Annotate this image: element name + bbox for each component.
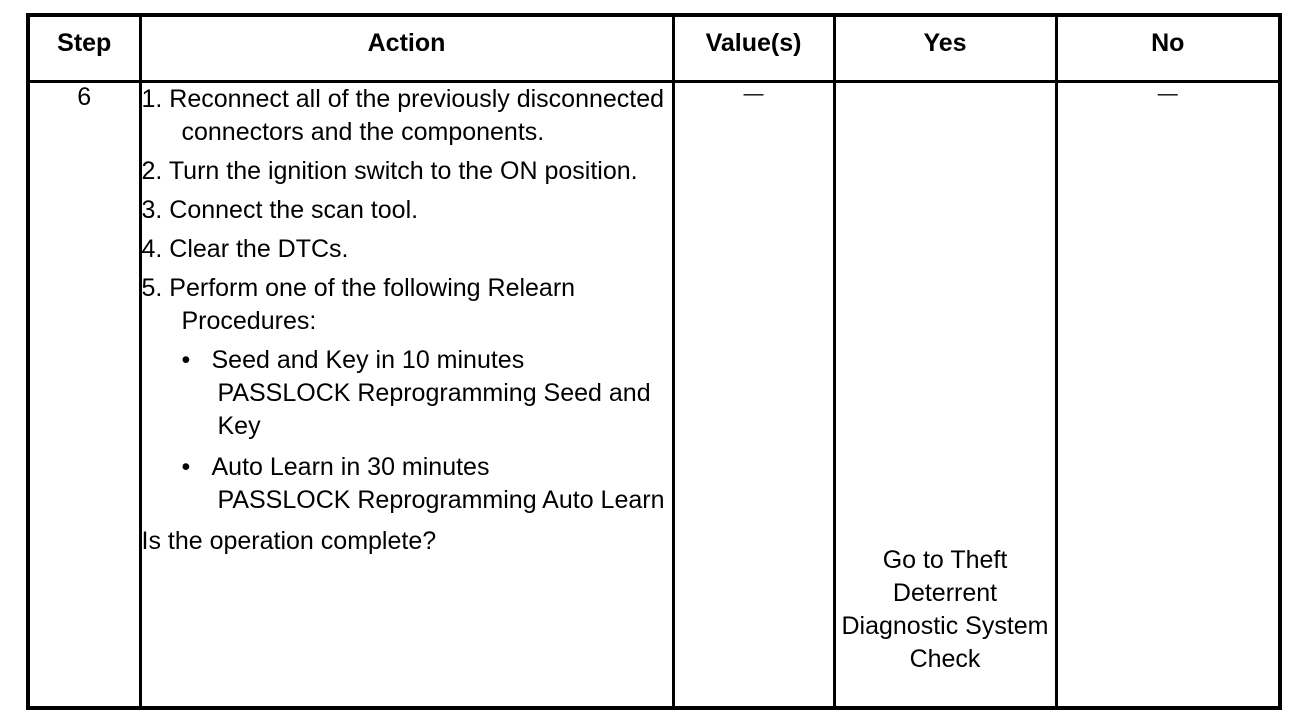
relearn-option-seed-key	[174, 344, 672, 443]
header-values: Value(s)	[673, 15, 834, 81]
relearn-option-auto-learn	[174, 451, 672, 517]
relearn-option-title: Seed and Key in 10 minutes	[211, 345, 525, 374]
action-step-4: 4. Clear the DTCs.	[141, 234, 349, 263]
step-number: 6	[28, 81, 140, 708]
header-action: Action	[140, 15, 673, 81]
bullet-icon: •	[181, 452, 191, 481]
value-cell: —	[673, 81, 834, 708]
table-row	[28, 81, 1280, 708]
header-row	[28, 15, 1280, 81]
action-cell	[140, 81, 673, 708]
action-question: Is the operation complete?	[141, 526, 437, 555]
relearn-option-procedure: PASSLOCK Reprogramming Seed and Key	[217, 378, 651, 440]
diagnostic-table	[26, 13, 1282, 710]
header-no: No	[1056, 15, 1280, 81]
header-step: Step	[28, 15, 140, 81]
action-step-3: 3. Connect the scan tool.	[141, 195, 419, 224]
relearn-option-procedure: PASSLOCK Reprogramming Auto Learn	[217, 485, 665, 514]
action-step-2: 2. Turn the ignition switch to the ON position.	[141, 156, 638, 185]
bullet-icon: •	[181, 345, 191, 374]
header-yes: Yes	[834, 15, 1056, 81]
yes-cell	[834, 81, 1056, 708]
action-step-1: 1. Reconnect all of the previously disconnected connectors and the components.	[141, 84, 665, 146]
yes-result: Go to Theft Deterrent Diagnostic System Check	[841, 546, 1049, 673]
no-cell: —	[1056, 81, 1280, 708]
action-step-5: 5. Perform one of the following Relearn Procedures:	[141, 273, 576, 335]
relearn-option-title: Auto Learn in 30 minutes	[211, 452, 490, 481]
